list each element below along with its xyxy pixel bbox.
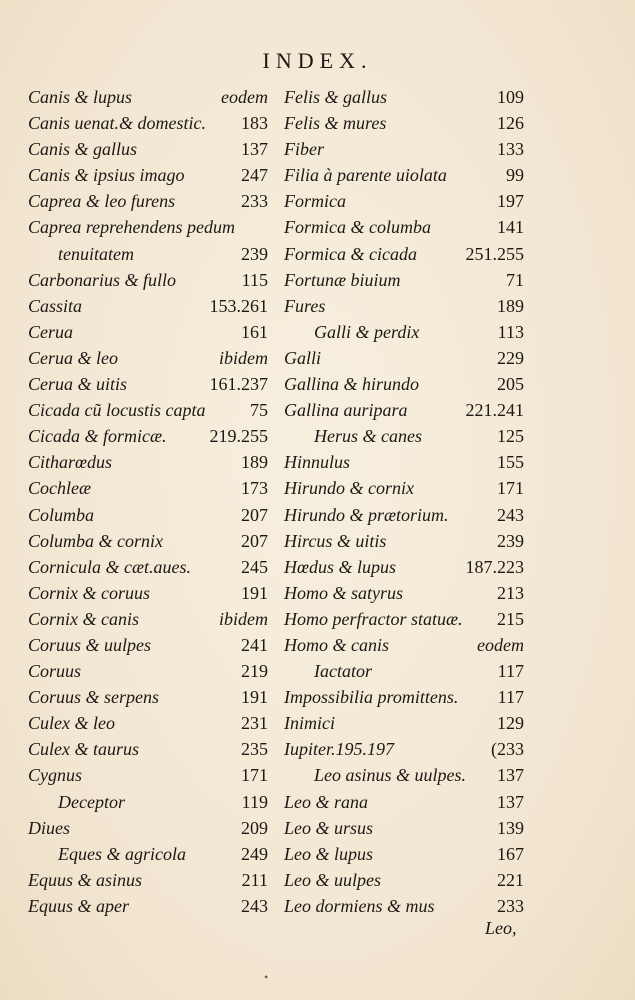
index-entry [28,449,268,475]
index-term: Cornix & coruus [28,582,151,603]
index-term: Columba & cornix [28,530,163,551]
index-page-ref: 119 [241,791,268,812]
index-term: Hirundo & cornix [284,478,414,499]
index-entry [28,293,268,319]
index-term: Gallina & hirundo [284,374,420,395]
index-entry [284,580,524,606]
index-entry [284,815,524,841]
index-term: Deceptor [58,791,125,812]
index-page-ref: 99 [506,165,524,186]
index-term: Canis uenat.& domestic. [28,113,206,134]
index-term: Fiber [284,139,324,160]
index-term: Hirundo & prætorium. [284,504,449,525]
index-term: Leo asinus & uulpes. [314,765,467,786]
index-entry [284,293,524,319]
index-term: Culex & leo [28,713,115,734]
index-page-ref: 75 [250,400,268,421]
bottom-mark: • [264,970,269,984]
index-entry [28,423,268,449]
index-entry [284,893,524,919]
index-term: Cygnus [28,765,82,786]
index-page-ref: 251.255 [465,243,524,264]
index-entry [28,528,268,554]
index-term: Coruus [28,661,82,682]
index-term: Cochleæ [28,478,91,499]
index-entry [28,136,268,162]
index-entry [28,371,268,397]
index-page-ref: 245 [241,556,268,577]
index-page-ref: 207 [241,530,268,551]
index-term: Caprea & leo furens [28,191,176,212]
index-page-ref: 115 [241,269,268,290]
index-entry [284,658,524,684]
index-entry [28,684,268,710]
index-entry [28,867,268,893]
index-term: Eques & agricola [58,843,186,864]
index-term: Herus & canes [314,426,422,447]
index-page-ref: 161.237 [209,374,268,395]
index-term: Equus & asinus [28,869,143,890]
index-term: Leo & rana [284,791,369,812]
index-term: Inimici [284,713,335,734]
index-entry [284,319,524,345]
index-page-ref: 207 [241,504,268,525]
index-entry [284,475,524,501]
index-term: Citharœdus [28,452,113,473]
index-page-ref: 173 [241,478,268,499]
index-entry [284,371,524,397]
index-entry [28,267,268,293]
index-entry [28,606,268,632]
index-term: Homo perfractor statuæ. [284,608,463,629]
index-entry [284,606,524,632]
index-term: Hircus & uitis [284,530,387,551]
index-page-ref: 183 [241,113,268,134]
index-term: Cerua & leo [28,347,118,368]
index-page-ref: 247 [241,165,268,186]
catchword: Leo, [485,918,517,938]
index-entry [284,554,524,580]
index-entry [28,502,268,528]
index-entry [284,241,524,267]
index-entry [28,815,268,841]
index-term: Formica & cicada [284,243,417,264]
index-page-ref: 171 [497,478,524,499]
index-page-ref: eodem [477,634,524,655]
index-page-ref: 221.241 [465,400,524,421]
index-page-ref: 219 [241,661,268,682]
index-term: Leo dormiens & mus [284,895,435,916]
index-page-ref: 221 [497,869,524,890]
page-header: INDEX. [262,48,373,73]
index-term: Galli [284,347,322,368]
index-term: Caprea reprehendens pedum [28,217,235,238]
index-term: Cornicula & cæt.aues. [28,556,191,577]
index-entry [284,867,524,893]
index-entry [28,762,268,788]
index-page-ref: 141 [497,217,524,238]
index-entry [28,736,268,762]
index-term: Columba [28,504,95,525]
index-page-ref: 161 [241,321,268,342]
index-entry [28,580,268,606]
index-page-ref: 241 [241,634,268,655]
index-page-ref: 205 [497,374,524,395]
index-term: Cicada cũ locustis capta [28,400,206,421]
index-entry [28,710,268,736]
index-entry [284,841,524,867]
index-term: Coruus & serpens [28,687,160,708]
index-page-ref: ibidem [219,347,268,368]
index-term: Culex & taurus [28,739,139,760]
index-term: Felis & mures [284,113,387,134]
index-term: Coruus & uulpes [28,634,152,655]
index-page-ref: 213 [497,582,524,603]
index-term: Cicada & formicæ. [28,426,167,447]
index-page-ref: 189 [241,452,268,473]
index-page-ref: 235 [241,739,268,760]
index-entry [284,397,524,423]
index-entry [28,110,268,136]
index-entry [28,188,268,214]
index-page-ref: 139 [497,817,524,838]
index-page-ref: 133 [497,139,524,160]
index-term: Impossibilia promittens. [284,687,459,708]
index-page-ref: 209 [241,817,268,838]
index-term: Filia à parente uiolata [284,165,447,186]
index-page-ref: 243 [241,895,268,916]
index-page-ref: 211 [241,869,268,890]
index-page-ref: 249 [241,843,268,864]
index-term: Cornix & canis [28,608,139,629]
index-entry [284,110,524,136]
index-term: Formica & columba [284,217,431,238]
index-page-ref: 215 [497,608,524,629]
index-page-ref: 126 [497,113,524,134]
index-page-ref: 233 [241,191,268,212]
index-term: Carbonarius & fullo [28,269,177,290]
index-page-ref: 109 [497,87,524,107]
index-entry [284,762,524,788]
index-page-ref: 231 [241,713,268,734]
index-page-ref: (233 [491,739,524,760]
index-term: Hinnulus [284,452,351,473]
index-term: Cerua [28,321,73,342]
index-page-ref: 129 [497,713,524,734]
index-entry [284,188,524,214]
index-entry [284,528,524,554]
index-page-ref: 239 [241,243,268,264]
index-term: Leo & uulpes [284,869,381,890]
index-entry [28,345,268,371]
index-page-ref: 191 [241,582,268,603]
index-term: Iactator [314,661,372,682]
index-column-left [28,84,268,919]
index-term: Galli & perdix [314,321,420,342]
index-term: Hœdus & lupus [284,556,397,577]
index-page-ref: 137 [497,791,524,812]
index-entry [28,397,268,423]
index-term: Canis & ipsius imago [28,165,185,186]
index-term: Cassita [28,295,83,316]
index-page-ref: 137 [241,139,268,160]
index-entry [284,632,524,658]
index-page-ref: 155 [497,452,524,473]
index-entry [28,162,268,188]
index-entry [284,684,524,710]
index-term: Equus & aper [28,895,129,916]
index-term: Leo & ursus [284,817,374,838]
index-entry [284,423,524,449]
index-page-ref: 117 [497,687,524,708]
index-entry [284,736,524,762]
index-term: Homo & satyrus [284,582,404,603]
index-entry [28,475,268,501]
index-entry [28,789,268,815]
index-term: Iupiter.195.197 [284,739,394,760]
index-page-ref: ibidem [219,608,268,629]
index-entry [284,214,524,240]
index-entry [28,241,268,267]
index-entry [28,632,268,658]
index-page-ref: eodem [221,87,268,107]
index-column-right [284,84,524,919]
index-page-ref: 233 [497,895,524,916]
index-page-ref: 191 [241,687,268,708]
index-entry [28,84,268,110]
index-term: Canis & gallus [28,139,138,160]
index-term: tenuitatem [58,243,134,264]
index-term: Formica [284,191,346,212]
index-entry [28,841,268,867]
index-entry [28,214,268,240]
index-term: Diues [28,817,70,838]
index-entry [284,162,524,188]
index-entry [284,267,524,293]
index-entry [284,710,524,736]
index-page-ref: 189 [497,295,524,316]
index-term: Fortunæ biuium [284,269,401,290]
index-entry [284,345,524,371]
index-term: Homo & canis [284,634,389,655]
index-page-ref: 239 [497,530,524,551]
index-entry [284,502,524,528]
index-page-ref: 167 [497,843,524,864]
index-term: Gallina auripara [284,400,408,421]
index-entry [284,136,524,162]
index-term: Cerua & uitis [28,374,128,395]
index-page-ref: 71 [506,269,524,290]
index-entry [284,789,524,815]
index-entry [284,84,524,110]
index-entry [28,319,268,345]
index-entry [28,554,268,580]
index-page-ref: 125 [497,426,524,447]
index-page-ref: 197 [497,191,524,212]
index-page-ref: 117 [497,661,524,682]
index-page-ref: 113 [497,321,524,342]
index-page-ref: 229 [497,347,524,368]
index-entry [284,449,524,475]
index-page-ref: 137 [497,765,524,786]
index-page-ref: 243 [497,504,524,525]
index-term: Leo & lupus [284,843,374,864]
index-page-ref: 171 [241,765,268,786]
index-page-ref: 153.261 [209,295,268,316]
index-term: Canis & lupus [28,87,133,107]
index-entry [28,893,268,919]
index-term: Felis & gallus [284,87,387,107]
index-term: Fures [284,295,326,316]
index-entry [28,658,268,684]
index-page-ref: 219.255 [209,426,268,447]
index-page-ref: 187.223 [465,556,524,577]
